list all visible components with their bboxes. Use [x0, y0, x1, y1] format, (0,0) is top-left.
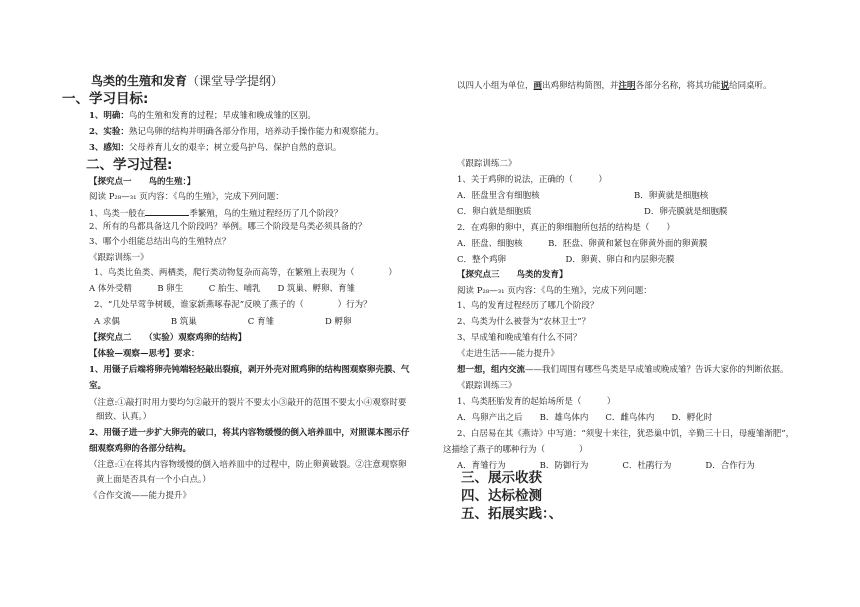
question: 2、鸟类为什么被誉为“农林卫士”？: [457, 317, 591, 327]
question: 2、所有的鸟都具备这几个阶段吗？举例。哪三个阶段是鸟类必须具备的？: [89, 222, 367, 232]
practice-heading: 《跟踪训练一》: [89, 253, 149, 263]
question: 3、早成雏和晚成雏有什么不同？: [457, 333, 582, 343]
document-title: 鸟类的生殖和发育（课堂导学提纲）: [91, 74, 284, 88]
question: 1、关于鸡卵的说法，正确的（ ）: [457, 175, 607, 185]
section-heading-process: 二、学习过程:: [86, 157, 173, 173]
question: 2、“几处早莺争树暖，谁家新燕啄春泥”反映了燕子的（ ）行为？: [94, 300, 372, 310]
answer-options: A．鸟卵产出之后 B．雄鸟体内 C．雌鸟体内 D．孵化时: [457, 413, 713, 423]
answer-options: A．育雏行为 B．防御行为 C．杜鹃行为 D．合作行为: [457, 461, 755, 471]
life-heading: 《走进生活——能力提升》: [457, 349, 560, 359]
question: 1、鸟类比鱼类、两栖类，爬行类动物复杂而高等，在繁殖上表现为（ ）: [94, 268, 397, 278]
question: 这描绘了燕子的哪种行为（ ）: [443, 445, 588, 455]
question: 1、鸟类胚胎发育的起始场所是（ ）: [457, 397, 616, 407]
answer-options: C．整个鸡卵 D．卵黄、卵白和内层卵壳膜: [457, 255, 675, 265]
drawing-instruction: 以四人小组为单位，画出鸡卵结构简图，并注明各部分名称，将其功能说给同桌听。: [457, 81, 772, 91]
experiment-step: 细观察鸡卵的各部分结构。: [89, 444, 192, 454]
practice-heading: 《跟踪训练二》: [457, 159, 517, 169]
goal-item: 3、感知：父母养育儿女的艰辛；树立爱鸟护鸟、保护自然的意识。: [89, 143, 342, 153]
reading-instruction: 阅读 P₂₈—₃₁ 页内容：《鸟的生殖》，完成下列问题：: [89, 192, 284, 202]
experiment-step: 1、用镊子后端将卵壳钝端轻轻敲出裂痕，剥开外壳对照鸡卵的结构图观察卵壳膜、气: [89, 365, 410, 375]
experiment-note: （注意:①在将其内容物缓慢的倒入培养皿中的过程中，防止卵黄破裂。②注意观察卵: [89, 460, 407, 470]
cooperation-heading: 《合作交流——能力提升》: [89, 491, 192, 501]
answer-option: C．卵白就是细胞质: [457, 207, 532, 217]
question: 1、鸟的发育过程经历了哪几个阶段？: [457, 301, 599, 311]
practice-heading: 《跟踪训练三》: [457, 381, 517, 391]
question: 2．在鸡卵的卵中，真正的卵细胞所包括的结构是（ ）: [457, 223, 675, 233]
discussion-prompt: 想一想，组内交流——我们周围有哪些鸟类是早成雏或晚成雏？告诉大家你的判断依据。: [457, 365, 789, 375]
section-heading-goals: 一、学习目标:: [62, 91, 149, 107]
goal-item: 2、实验：熟记鸟卵的结构并明确各部分作用，培养动手操作能力和观察能力。: [89, 127, 384, 137]
question: 1、鸟类一般在 季繁殖，鸟的生殖过程经历了几个阶段？: [89, 209, 343, 219]
answer-options: A 求偶 B 筑巢 C 育雏 D 孵卵: [94, 317, 352, 327]
section-heading-extension: 五、拓展实践：、: [461, 506, 563, 522]
explore-heading: 【探究点三 鸟类的发育】: [457, 270, 568, 280]
experiment-note: （注意:①敲打时用力要均匀②敲开的裂片不要太小③敲开的范围不要太小④观察时要: [89, 398, 407, 408]
question: 2、白居易在其《燕诗》中写道：“须叟十来往，犹恐巢中饥，辛勤三十日，母瘦雏渐肥”，: [457, 429, 795, 439]
reading-instruction: 阅读 P₂₈—₃₁ 页内容：《鸟的生殖》，完成下列问题：: [457, 286, 652, 296]
answer-option: A．胚盘里含有细胞核: [457, 191, 540, 201]
answer-option: D．卵壳膜就是细胞膜: [644, 207, 728, 217]
explore-heading: 【探究点一 鸟的生殖：】: [89, 177, 196, 187]
answer-options: A 体外受精 B 卵生 C 胎生、哺乳 D 筑巢、孵卵、育雏: [89, 284, 356, 294]
answer-options: A．胚盘、细胞核 B．胚盘、卵黄和紧包在卵黄外面的卵黄膜: [457, 239, 708, 249]
experiment-note: 细致、认真。）: [96, 412, 152, 422]
goal-item: 1、明确：鸟的生殖和发育的过程；早成雏和晚成雏的区别。: [89, 111, 316, 121]
experiment-step: 室。: [89, 381, 107, 391]
answer-option: B．卵黄就是细胞核: [634, 191, 709, 201]
explore-heading: 【探究点二 （实验）观察鸡卵的结构】: [89, 333, 247, 343]
question: 3、哪个小组能总结出鸟的生殖特点？: [89, 237, 231, 247]
fill-blank[interactable]: [145, 207, 189, 216]
experiment-step: 2、用镊子进一步扩大卵壳的破口，将其内容物缓慢的倒入培养皿中，对照课本图示仔: [89, 428, 410, 438]
section-heading-test: 四、达标检测: [461, 488, 542, 504]
experiment-heading: 【体验—观察—思考】要求：: [89, 349, 200, 359]
experiment-note: 黄上面是否具有一个小白点。）: [96, 475, 211, 485]
section-heading-results: 三、展示收获: [461, 470, 542, 486]
